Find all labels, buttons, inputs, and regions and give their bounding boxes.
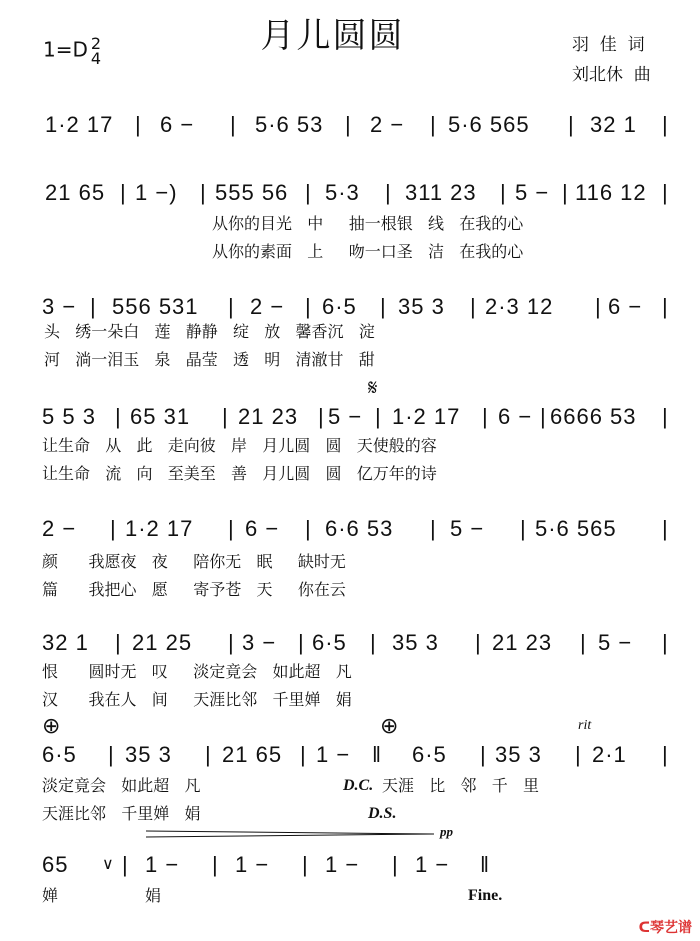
- lyric-verse-1: 颜 我愿夜 夜 陪你无 眠 缺时无: [42, 552, 346, 571]
- lyric-verse-2: 从你的素面 上 吻一口圣 洁 在我的心: [212, 242, 524, 261]
- measure: 35 3: [398, 294, 445, 319]
- measure: 21 25: [132, 630, 193, 655]
- measure: 556 531: [112, 294, 199, 319]
- dal-segno-mark: D.S.: [368, 805, 397, 822]
- measure: 5·3: [325, 180, 360, 205]
- measure: 21 23: [492, 630, 553, 655]
- barline: |: [662, 742, 669, 767]
- measure: 6 −: [245, 516, 280, 541]
- barline: |: [662, 404, 669, 429]
- measure: 6·5: [312, 630, 347, 655]
- logo-icon: ᑕ: [638, 920, 650, 936]
- barline: |: [110, 516, 117, 541]
- barline: |: [222, 404, 229, 429]
- measure: 21 65: [45, 180, 106, 205]
- key-signature: [43, 36, 101, 66]
- watermark-logo: [639, 917, 692, 937]
- barline: |: [662, 516, 669, 541]
- final-barline: ‖: [480, 852, 491, 877]
- barline: |: [205, 742, 212, 767]
- measure: 32 1: [590, 112, 637, 137]
- barline: |: [475, 630, 482, 655]
- barline: |: [575, 742, 582, 767]
- lyric-verse-1: 头 绣一朵白 莲 静静 绽 放 馨香沉 淀: [44, 322, 375, 341]
- barline: |: [90, 294, 97, 319]
- notation-row-7: [0, 738, 700, 778]
- barline: |: [108, 742, 115, 767]
- barline: |: [580, 630, 587, 655]
- barline: |: [300, 742, 307, 767]
- lyric-verse-2: 汉 我在人 间 天涯比邻 千里婵 娟: [42, 690, 352, 709]
- key-label: 1=D: [43, 37, 88, 62]
- lyric-verse-1: 淡定竟会 如此超 凡: [42, 776, 201, 795]
- composer-credit: 刘北休 曲: [572, 65, 651, 85]
- barline: |: [318, 404, 325, 429]
- measure: 6·5: [412, 742, 447, 767]
- barline: |: [302, 852, 309, 877]
- measure: 5·6 565: [448, 112, 530, 137]
- measure: 1 −: [235, 852, 270, 877]
- barline: |: [500, 180, 507, 205]
- barline: |: [115, 404, 122, 429]
- lyric-verse-1: 让生命 从 此 走向彼 岸 月儿圆 圆 天使般的容: [42, 436, 437, 455]
- measure: 35 3: [495, 742, 542, 767]
- measure: 6·6 53: [325, 516, 394, 541]
- barline: |: [230, 112, 237, 137]
- segno-sign: 𝄋: [368, 376, 378, 401]
- measure: 5 5 3: [42, 404, 96, 429]
- lyric-verse-1: 从你的目光 中 抽一根银 线 在我的心: [212, 214, 524, 233]
- measure: 35 3: [125, 742, 172, 767]
- measure: 6666 53: [550, 404, 637, 429]
- measure: 21 23: [238, 404, 299, 429]
- measure: 6 −: [498, 404, 533, 429]
- lyric-verse-1: 恨 圆时无 叹 淡定竟会 如此超 凡: [42, 662, 352, 681]
- measure: 65: [42, 852, 69, 877]
- measure: 5 −: [450, 516, 485, 541]
- measure: 2·3 12: [485, 294, 554, 319]
- lyric-verse-2: 娟: [145, 886, 162, 905]
- lyric-verse-2: 河 淌一泪玉 泉 晶莹 透 明 清澈甘 甜: [44, 350, 375, 369]
- lyric-verse-1-tail: 天涯 比 邻 千 里: [382, 776, 540, 795]
- barline: |: [662, 112, 669, 137]
- barline: |: [375, 404, 382, 429]
- barline: |: [540, 404, 547, 429]
- coda-sign: ⊕: [42, 714, 61, 739]
- lyric-verse-2: 让生命 流 向 至美至 善 月儿圆 圆 亿万年的诗: [42, 464, 437, 483]
- measure: 555 56: [215, 180, 289, 205]
- measure: 311 23: [405, 180, 477, 205]
- barline: |: [470, 294, 477, 319]
- barline: |: [385, 180, 392, 205]
- measure: 6 −: [608, 294, 643, 319]
- barline: |: [345, 112, 352, 137]
- barline: |: [305, 516, 312, 541]
- measure: 6 −: [160, 112, 195, 137]
- barline: |: [228, 630, 235, 655]
- measure: 65 31: [130, 404, 191, 429]
- barline: |: [380, 294, 387, 319]
- barline: |: [662, 630, 669, 655]
- measure: 5 −: [598, 630, 633, 655]
- barline: |: [370, 630, 377, 655]
- lyric-verse-2: 篇 我把心 愿 寄予苍 天 你在云: [42, 580, 346, 599]
- measure: 6·5: [322, 294, 357, 319]
- watermark-text: 琴艺谱: [650, 920, 692, 936]
- notation-row-4: [0, 400, 700, 440]
- coda-sign: ⊕: [380, 714, 399, 739]
- measure: 3 −: [242, 630, 277, 655]
- pianissimo-mark: pp: [440, 824, 453, 839]
- measure: 21 65: [222, 742, 283, 767]
- measure: 1 −: [325, 852, 360, 877]
- barline: |: [568, 112, 575, 137]
- ritardando-mark: rit: [578, 718, 592, 733]
- measure: 2·1: [592, 742, 627, 767]
- measure: 32 1: [42, 630, 89, 655]
- barline: |: [115, 630, 122, 655]
- notation-row-8: [0, 848, 700, 888]
- barline: |: [305, 294, 312, 319]
- decrescendo-hairpin: [146, 830, 434, 838]
- measure: 1 −): [135, 180, 178, 205]
- measure: 2 −: [370, 112, 405, 137]
- notation-row-1: [0, 108, 700, 148]
- barline: |: [200, 180, 207, 205]
- time-signature: [91, 36, 101, 66]
- barline: |: [430, 112, 437, 137]
- measure: 1 −: [316, 742, 351, 767]
- measure: 1·2 17: [125, 516, 194, 541]
- lyric-verse-2: 天涯比邻 千里婵 娟: [42, 804, 201, 823]
- measure: 1·2 17: [45, 112, 114, 137]
- measure: 5·6 565: [535, 516, 617, 541]
- barline: |: [562, 180, 569, 205]
- barline: |: [520, 516, 527, 541]
- barline: |: [430, 516, 437, 541]
- notation-row-6: [0, 626, 700, 666]
- fine-mark: Fine.: [468, 887, 503, 904]
- breath-mark: ∨: [102, 856, 115, 873]
- measure: 1 −: [415, 852, 450, 877]
- measure: 35 3: [392, 630, 439, 655]
- barline: |: [228, 294, 235, 319]
- barline: |: [228, 516, 235, 541]
- da-capo-mark: D.C.: [343, 777, 374, 794]
- barline: |: [662, 294, 669, 319]
- barline: |: [662, 180, 669, 205]
- barline: |: [305, 180, 312, 205]
- notation-row-2: [0, 176, 700, 216]
- measure: 2 −: [42, 516, 77, 541]
- measure: 2 −: [250, 294, 285, 319]
- song-title: 月儿圆圆: [260, 16, 405, 56]
- measure: 1 −: [145, 852, 180, 877]
- measure: 5·6 53: [255, 112, 324, 137]
- barline: |: [482, 404, 489, 429]
- notation-row-5: [0, 512, 700, 552]
- measure: 116 12: [575, 180, 647, 205]
- barline: |: [135, 112, 142, 137]
- barline: |: [122, 852, 129, 877]
- barline: |: [120, 180, 127, 205]
- barline: |: [480, 742, 487, 767]
- measure: 5 −: [328, 404, 363, 429]
- barline: |: [298, 630, 305, 655]
- lyric-verse-1: 婵: [42, 886, 59, 905]
- measure: 1·2 17: [392, 404, 461, 429]
- lyricist-credit: 羽 佳 词: [572, 35, 645, 55]
- barline: |: [392, 852, 399, 877]
- time-bottom: 4: [90, 49, 102, 68]
- time-top: 2: [90, 34, 102, 53]
- barline: |: [595, 294, 602, 319]
- measure: 5 −: [515, 180, 550, 205]
- measure: 3 −: [42, 294, 77, 319]
- barline: |: [212, 852, 219, 877]
- double-barline: ‖: [372, 742, 383, 767]
- measure: 6·5: [42, 742, 77, 767]
